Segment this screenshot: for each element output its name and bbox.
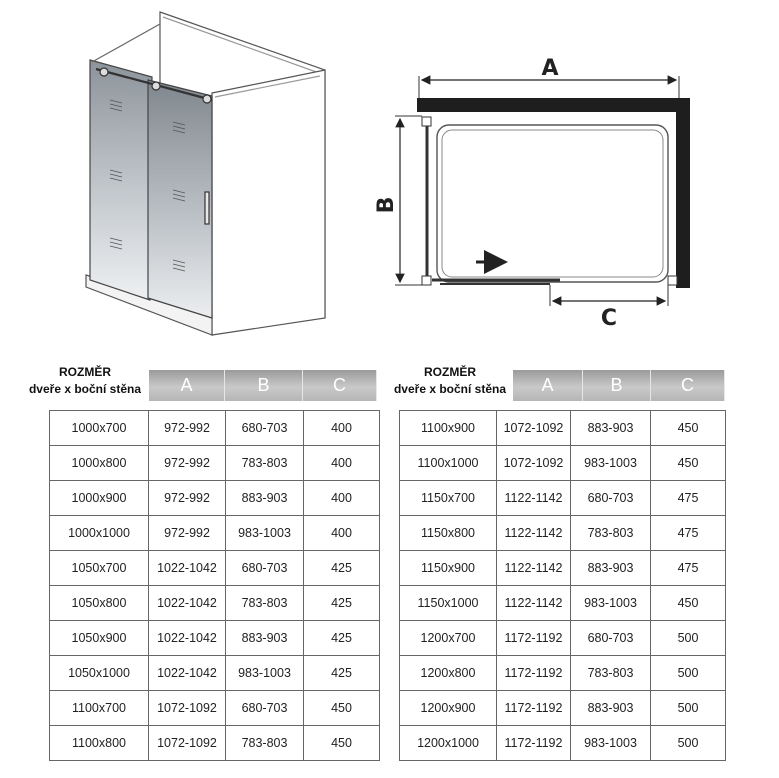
a-value-cell: 1072-1092 [149,691,226,726]
table-row [400,586,726,621]
a-value-cell: 1172-1192 [497,726,571,761]
c-value-cell: 500 [651,726,726,761]
b-value-cell: 883-903 [226,621,304,656]
b-value-cell: 883-903 [571,411,651,446]
dimension-table-left [0,360,390,770]
c-value-cell: 425 [304,551,380,586]
dimension-c-label: C [600,306,618,331]
dimension-table-right [385,360,779,770]
plan-tray [437,125,668,282]
table-row [400,411,726,446]
b-value-cell: 680-703 [571,481,651,516]
drawings [0,0,779,350]
table-row [400,621,726,656]
b-value-cell: 783-803 [226,726,304,761]
c-value-cell: 400 [304,446,380,481]
table-row [50,621,380,656]
table-row [400,516,726,551]
size-cell: 1100x1000 [400,446,497,481]
column-header-c: C [651,370,725,401]
c-value-cell: 500 [651,691,726,726]
a-value-cell: 1022-1042 [149,656,226,691]
c-value-cell: 400 [304,481,380,516]
plan-back-wall [417,98,687,112]
header-door-side: dveře x boční stěna [28,382,142,396]
table-row [50,656,380,691]
b-value-cell: 883-903 [571,551,651,586]
table-row [400,481,726,516]
size-cell: 1100x900 [400,411,497,446]
a-value-cell: 1022-1042 [149,551,226,586]
c-value-cell: 475 [651,551,726,586]
a-value-cell: 1022-1042 [149,586,226,621]
a-value-cell: 1172-1192 [497,656,571,691]
b-value-cell: 680-703 [226,551,304,586]
c-value-cell: 450 [304,691,380,726]
size-cell: 1050x700 [50,551,149,586]
a-value-cell: 1022-1042 [149,621,226,656]
dimension-a-label: A [541,56,559,81]
size-cell: 1150x700 [400,481,497,516]
b-value-cell: 983-1003 [571,586,651,621]
shower-3d-view [86,12,325,335]
column-header-c: C [303,370,377,401]
b-value-cell: 883-903 [226,481,304,516]
table-header-label [15,364,155,398]
b-value-cell: 680-703 [226,691,304,726]
table-row [50,551,380,586]
table-header-label [385,364,515,398]
size-cell: 1200x800 [400,656,497,691]
table-row [400,726,726,761]
size-cell: 1200x900 [400,691,497,726]
c-value-cell: 475 [651,516,726,551]
c-value-cell: 450 [304,726,380,761]
door-handle [205,192,209,224]
table-row [50,726,380,761]
column-header-a: A [149,370,225,401]
size-cell: 1200x1000 [400,726,497,761]
size-cell: 1050x1000 [50,656,149,691]
c-value-cell: 500 [651,656,726,691]
b-value-cell: 783-803 [226,446,304,481]
table-row [50,411,380,446]
c-value-cell: 475 [651,481,726,516]
b-value-cell: 983-1003 [571,726,651,761]
b-value-cell: 983-1003 [226,656,304,691]
plan-view [374,56,690,331]
a-value-cell: 972-992 [149,411,226,446]
table-row [50,586,380,621]
size-cell: 1150x1000 [400,586,497,621]
a-value-cell: 1072-1092 [497,446,571,481]
size-cell: 1000x900 [50,481,149,516]
table-body-left [50,411,380,761]
a-value-cell: 1072-1092 [149,726,226,761]
c-value-cell: 450 [651,446,726,481]
size-cell: 1150x900 [400,551,497,586]
size-cell: 1200x700 [400,621,497,656]
dims-table [49,410,380,761]
a-value-cell: 1122-1142 [497,516,571,551]
a-value-cell: 1172-1192 [497,621,571,656]
b-value-cell: 680-703 [571,621,651,656]
dimension-b-label: B [374,196,399,214]
c-value-cell: 450 [651,411,726,446]
size-cell: 1050x800 [50,586,149,621]
column-header-a: A [513,370,583,401]
side-wall [212,70,325,335]
table-row [400,446,726,481]
a-value-cell: 1172-1192 [497,691,571,726]
plan-side-wall [676,98,690,288]
b-value-cell: 783-803 [226,586,304,621]
table-row [400,656,726,691]
c-value-cell: 400 [304,516,380,551]
size-cell: 1000x1000 [50,516,149,551]
sliding-glass-door [148,80,212,318]
dims-table [399,410,726,761]
c-value-cell: 500 [651,621,726,656]
size-cell: 1050x900 [50,621,149,656]
column-header-b: B [225,370,303,401]
table-row [50,691,380,726]
size-cell: 1150x800 [400,516,497,551]
b-value-cell: 783-803 [571,516,651,551]
size-cell: 1100x800 [50,726,149,761]
a-value-cell: 1122-1142 [497,586,571,621]
c-value-cell: 425 [304,586,380,621]
c-value-cell: 400 [304,411,380,446]
table-body-right [400,411,726,761]
header-rozmer: ROZMĚR [59,365,111,379]
fixed-glass-panel [90,60,152,300]
b-value-cell: 983-1003 [226,516,304,551]
column-header-b: B [583,370,651,401]
size-cell: 1000x700 [50,411,149,446]
a-value-cell: 1122-1142 [497,551,571,586]
size-cell: 1000x800 [50,446,149,481]
b-value-cell: 983-1003 [571,446,651,481]
b-value-cell: 783-803 [571,656,651,691]
header-door-side: dveře x boční stěna [393,382,507,396]
c-value-cell: 425 [304,656,380,691]
header-rozmer: ROZMĚR [424,365,476,379]
table-row [50,481,380,516]
c-value-cell: 425 [304,621,380,656]
table-row [400,691,726,726]
a-value-cell: 972-992 [149,481,226,516]
size-cell: 1100x700 [50,691,149,726]
table-row [400,551,726,586]
table-row [50,516,380,551]
table-row [50,446,380,481]
a-value-cell: 972-992 [149,446,226,481]
a-value-cell: 1072-1092 [497,411,571,446]
a-value-cell: 972-992 [149,516,226,551]
c-value-cell: 450 [651,586,726,621]
b-value-cell: 883-903 [571,691,651,726]
a-value-cell: 1122-1142 [497,481,571,516]
b-value-cell: 680-703 [226,411,304,446]
